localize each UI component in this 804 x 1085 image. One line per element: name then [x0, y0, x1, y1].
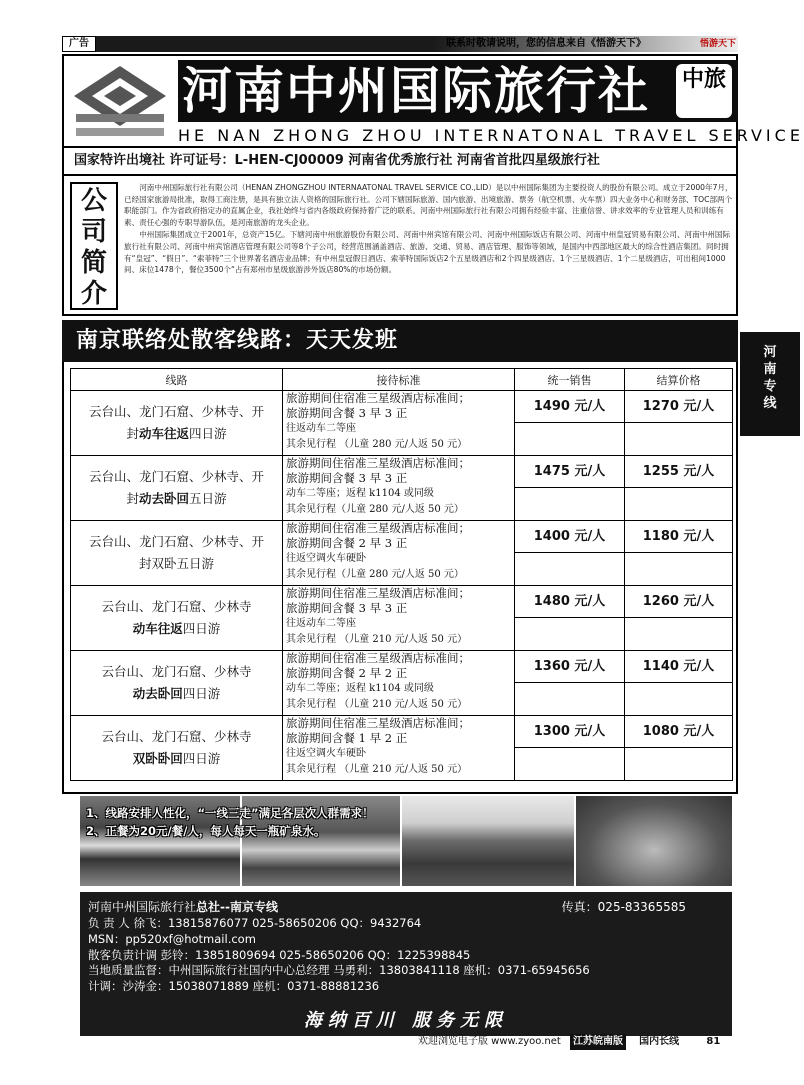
license-line: 国家特许出境社 许可证号：L-HEN-CJ00009 河南省优秀旅行社 河南省首批四星级旅行社	[62, 148, 738, 176]
intro-text	[124, 182, 734, 277]
retail-price: 1360 元/人	[515, 651, 624, 683]
route-transport: 动车往返	[138, 426, 189, 441]
contact-hq-line: 总社--南京专线	[196, 900, 278, 914]
retail-price: 1480 元/人	[515, 586, 624, 618]
std-child: 其余见行程（儿童 280 元/人返 50 元）	[286, 568, 464, 580]
top-bar	[62, 36, 738, 52]
std-hotel: 旅游期间住宿准三星级酒店标准间；	[286, 651, 470, 665]
retail-price-cell	[515, 586, 625, 651]
contact-line: 当地质量监督：中州国际旅行社国内中心总经理 马勇利：13803841118 座机：0371-65945656	[88, 963, 590, 978]
company-logo-icon	[70, 62, 170, 142]
std-child: 其余见行程 （儿童 210 元/人返 50 元）	[286, 633, 468, 645]
page-number: 81	[706, 1036, 721, 1047]
price-blank	[515, 488, 624, 520]
std-child: 其余见行程（儿童 280 元/人返 50 元）	[286, 503, 464, 515]
table-row	[71, 521, 733, 586]
col-header-retail: 统一销售	[515, 369, 625, 391]
col-header-standard: 接待标准	[283, 369, 515, 391]
contact-note: 联系时敬请说明，您的信息来自《悟游天下》	[446, 38, 646, 49]
price-blank	[515, 618, 624, 650]
company-name-zh: 河南中州国际旅行社	[182, 61, 650, 120]
table-header-row	[71, 369, 733, 391]
route-cell	[71, 391, 283, 456]
route-line-1: 云台山、龙门石窟、少林寺	[101, 729, 252, 744]
route-cell	[71, 716, 283, 781]
price-blank	[625, 618, 732, 650]
price-blank	[515, 683, 624, 715]
settle-price-cell	[625, 651, 733, 716]
settle-price-cell	[625, 521, 733, 586]
contact-line: 负 责 人 徐飞：13815876077 025-58650206 QQ：9432764	[88, 916, 422, 930]
price-blank	[625, 683, 732, 715]
std-transport: 动车二等座；返程 k1104 或同级	[286, 488, 434, 499]
std-child: 其余见行程 （儿童 280 元/人返 50 元）	[286, 438, 468, 450]
company-header	[62, 54, 804, 148]
retail-price: 1490 元/人	[515, 391, 624, 423]
side-tab	[740, 332, 800, 436]
route-line-2	[71, 683, 282, 705]
settle-price: 1080 元/人	[625, 716, 732, 748]
std-child: 其余见行程 （儿童 210 元/人返 50 元）	[286, 698, 468, 710]
note-line: 2、正餐为20元/餐/人，每人每天一瓶矿泉水。	[86, 824, 326, 838]
ad-tag: 广告	[62, 36, 96, 52]
std-hotel: 旅游期间住宿准三星级酒店标准间；	[286, 391, 470, 405]
settle-price: 1270 元/人	[625, 391, 732, 423]
route-duration: 四日游	[182, 751, 221, 766]
route-line-2	[71, 553, 282, 575]
route-line-2	[71, 423, 282, 445]
table-row	[71, 651, 733, 716]
route-transport: 动去卧回	[132, 686, 183, 701]
route-duration: 四日游	[182, 621, 221, 636]
settle-price-cell	[625, 716, 733, 781]
table-row	[71, 716, 733, 781]
route-line-2	[71, 488, 282, 510]
retail-price: 1400 元/人	[515, 521, 624, 553]
price-blank	[625, 488, 732, 520]
price-blank	[515, 423, 624, 455]
price-blank	[625, 748, 732, 780]
photo-notes	[86, 804, 486, 840]
retail-price: 1300 元/人	[515, 716, 624, 748]
price-blank	[515, 553, 624, 585]
std-hotel: 旅游期间住宿准三星级酒店标准间；	[286, 521, 470, 535]
settle-price-cell	[625, 391, 733, 456]
route-banner: 南京联络处散客线路：天天发班	[62, 320, 738, 362]
route-transport: 动去卧回	[138, 491, 189, 506]
footer-site: 欢迎浏览电子版 www.zyoo.net	[418, 1036, 561, 1047]
route-prefix: 封	[126, 426, 139, 441]
std-hotel: 旅游期间住宿准三星级酒店标准间；	[286, 586, 470, 600]
std-meals: 旅游期间含餐 3 早 3 正	[286, 406, 408, 420]
std-hotel: 旅游期间住宿准三星级酒店标准间；	[286, 456, 470, 470]
retail-price: 1475 元/人	[515, 456, 624, 488]
route-line-1: 云台山、龙门石窟、少林寺、开	[88, 469, 264, 484]
route-prefix: 封	[126, 491, 139, 506]
std-meals: 旅游期间含餐 3 早 3 正	[286, 601, 408, 615]
intro-paragraph: 河南中州国际旅行社有限公司（HENAN ZHONGZHOU INTERNAATONAL TRAVEL SERVICE CO.,LID）是以中州国际集团为主要投资人的股份有限公司。成立于2000年7月，已经国家旅游局批准，取得工商注册，是具有独立法人资格的国际旅行社。公司下辖国际旅游、国内旅游、出境旅游、票务（航空机票、火车票）四大业务中心和财务部、TOC部两个职能部门。作为省政府指定办的直属企业，我社始终与省内各级政府保持着广泛的联系。河南中州国际旅行社有限公司拥有经验丰富、注重信誉、讲求效率的专业管理人员和训练有素、责任心强的专职导游队伍，是河南旅游的龙头企业。	[124, 183, 733, 227]
page-footer	[418, 1034, 738, 1050]
contact-block	[80, 892, 732, 1008]
route-table-panel	[62, 362, 738, 794]
route-duration: 五日游	[189, 491, 227, 506]
route-duration: 四日游	[182, 686, 221, 701]
col-header-settle: 结算价格	[625, 369, 733, 391]
table-row	[71, 456, 733, 521]
route-line-1: 云台山、龙门石窟、少林寺	[101, 664, 252, 679]
route-cell	[71, 521, 283, 586]
route-line-1: 云台山、龙门石窟、少林寺、开	[88, 534, 264, 549]
route-table	[70, 368, 733, 781]
settle-price-cell	[625, 456, 733, 521]
contact-line: MSN：pp520xf@hotmail.com	[88, 931, 256, 946]
route-line-1: 云台山、龙门石窟、少林寺、开	[88, 404, 264, 419]
standard-cell	[283, 651, 515, 716]
price-blank	[515, 748, 624, 780]
slogan: 海纳百川 服务无限	[80, 1008, 732, 1036]
contact-line: 散客负责计调 彭铃：13851809694 025-58650206 QQ：1225398845	[88, 947, 471, 962]
std-transport: 往返空调火车硬卧	[286, 748, 366, 759]
retail-price-cell	[515, 391, 625, 456]
photo-strip	[80, 796, 732, 886]
std-hotel: 旅游期间住宿准三星级酒店标准间；	[286, 716, 470, 730]
route-line-1: 云台山、龙门石窟、少林寺	[101, 599, 252, 614]
settle-price: 1180 元/人	[625, 521, 732, 553]
standard-cell	[283, 391, 515, 456]
std-transport: 往返动车二等座	[286, 618, 356, 629]
settle-price: 1255 元/人	[625, 456, 732, 488]
route-line-2	[71, 748, 282, 770]
contact-hq-name: 河南中州国际旅行社	[88, 900, 197, 914]
company-name-en: HE NAN ZHONG ZHOU INTERNATONAL TRAVEL SERVICE	[178, 126, 804, 145]
price-blank	[625, 553, 732, 585]
table-row	[71, 391, 733, 456]
route-transport: 动车往返	[132, 621, 183, 636]
retail-price-cell	[515, 456, 625, 521]
route-prefix: 封双卧五日游	[138, 556, 214, 571]
standard-cell	[283, 521, 515, 586]
company-name-banner	[178, 60, 738, 122]
note-line: 1、线路安排人性化，“一线三走”满足各层次人群需求！	[86, 806, 374, 820]
retail-price-cell	[515, 651, 625, 716]
route-cell	[71, 456, 283, 521]
standard-cell	[283, 456, 515, 521]
retail-price-cell	[515, 521, 625, 586]
seal-icon: 中旅	[676, 64, 732, 118]
std-meals: 旅游期间含餐 2 早 2 正	[286, 666, 408, 680]
standard-cell	[283, 716, 515, 781]
route-line-2	[71, 618, 282, 640]
route-cell	[71, 586, 283, 651]
col-header-route: 线路	[71, 369, 283, 391]
std-meals: 旅游期间含餐 2 早 3 正	[286, 536, 408, 550]
footer-region: 江苏皖南版	[570, 1034, 626, 1050]
std-meals: 旅游期间含餐 3 早 3 正	[286, 471, 408, 485]
std-transport: 往返动车二等座	[286, 423, 356, 434]
std-transport: 动车二等座；返程 k1104 或同级	[286, 683, 434, 694]
std-transport: 往返空调火车硬卧	[286, 553, 366, 564]
brand-logo: 悟游天下	[699, 39, 736, 49]
standard-cell	[283, 586, 515, 651]
std-meals: 旅游期间含餐 1 早 2 正	[286, 731, 408, 745]
buddha-statue-photo	[576, 796, 732, 886]
table-row	[71, 586, 733, 651]
std-child: 其余见行程 （儿童 210 元/人返 50 元）	[286, 763, 468, 775]
settle-price-cell	[625, 586, 733, 651]
settle-price: 1260 元/人	[625, 586, 732, 618]
side-tab-label: 河南专线	[763, 345, 777, 411]
route-cell	[71, 651, 283, 716]
route-transport: 双卧卧回	[132, 751, 183, 766]
route-duration: 四日游	[189, 426, 227, 441]
retail-price-cell	[515, 716, 625, 781]
settle-price: 1140 元/人	[625, 651, 732, 683]
footer-category: 国内长线	[639, 1036, 680, 1047]
contact-fax: 传真：025-83365585	[561, 900, 686, 914]
intro-paragraph: 中州国际集团成立于2001年，总资产15亿。下辖河南中州旅游股份有限公司、河南中州宾馆有限公司、河南中州国际饭店有限公司、河南中州皇冠贸易有限公司、河南中州国际旅行社有限公司、河南中州宾馆酒店管理有限公司等8个子公司，经营范围涵盖酒店、旅游、交通、贸易、酒店管理、服饰等领域，是国内中西部地区最大的综合性酒店集团。同时拥有“皇冠”、“假日”、“索菲特”三个世界著名酒店业品牌；有中州皇冠假日酒店、索菲特国际饭店2个五星级酒店和2个四星级酒店、1个三星级酒店、1个二星级酒店，可出租间1000间、床位1478个，餐位3500个“占有郑州市星级旅游涉外饭店80%的市场份额。	[124, 230, 731, 275]
price-blank	[625, 423, 732, 455]
intro-label: 公司简介	[70, 182, 118, 310]
contact-line: 计调：沙涛金：15038071889 座机：0371-88881236	[88, 979, 380, 994]
company-intro	[62, 176, 738, 316]
